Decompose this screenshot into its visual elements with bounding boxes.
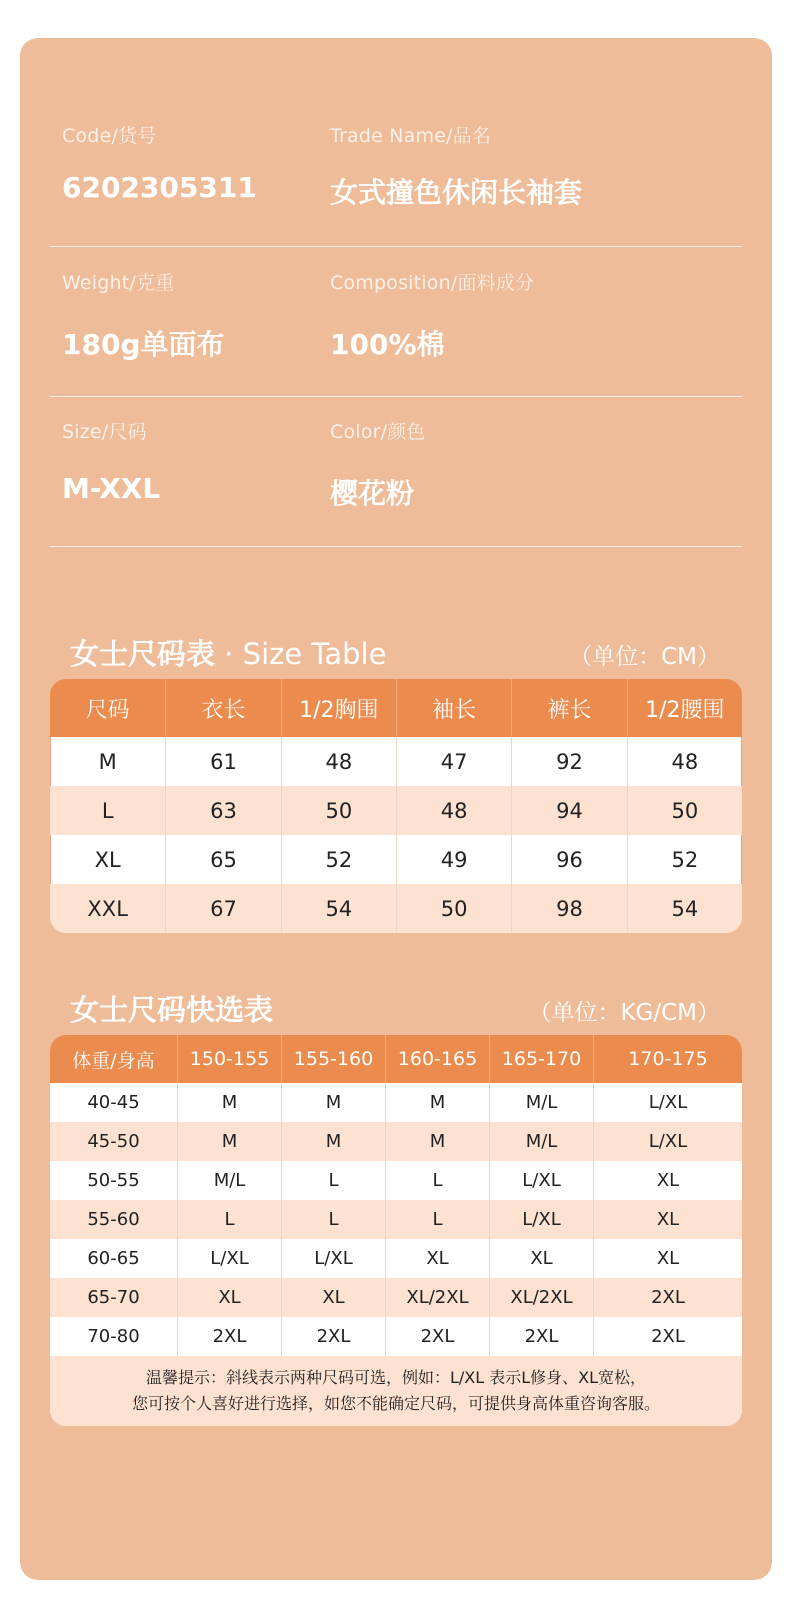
size-table-title-sub: · Size Table — [215, 637, 387, 671]
table-cell: 2XL — [281, 1317, 385, 1356]
composition-label: Composition/面料成分 — [330, 272, 535, 294]
table-cell: L/XL — [489, 1200, 593, 1239]
table-cell: XL — [177, 1278, 281, 1317]
table-cell: 98 — [511, 884, 626, 933]
quick-table-unit: （单位：KG/CM） — [528, 1000, 720, 1026]
table-cell: XL/2XL — [385, 1278, 489, 1317]
table-cell: 65-70 — [50, 1278, 177, 1317]
table-cell: L — [177, 1200, 281, 1239]
trade-name-label: Trade Name/品名 — [330, 125, 492, 147]
table-cell: 61 — [165, 737, 280, 786]
table-cell: L/XL — [593, 1083, 742, 1122]
table-cell: 2XL — [593, 1317, 742, 1356]
table-cell: XL — [385, 1239, 489, 1278]
table-cell: 2XL — [385, 1317, 489, 1356]
table-cell: 54 — [627, 884, 742, 933]
table-row — [50, 737, 742, 786]
table-cell: XL — [281, 1278, 385, 1317]
table-cell: 60-65 — [87, 1248, 140, 1269]
table-cell: 49 — [396, 835, 511, 884]
quick-table — [50, 1035, 742, 1426]
quick-table-header: 体重/身高 — [50, 1035, 177, 1083]
size-tip-line: 温馨提示：斜线表示两种尺码可选，例如：L/XL 表示L修身、XL宽松， — [145, 1368, 647, 1387]
table-cell: 48 — [281, 737, 396, 786]
product-card — [20, 38, 772, 1580]
table-cell: XL — [593, 1239, 742, 1278]
table-row — [50, 1161, 742, 1200]
table-cell: 67 — [165, 884, 280, 933]
quick-table-header: 150-155 — [177, 1035, 281, 1083]
table-cell: 2XL — [177, 1317, 281, 1356]
table-cell: L/XL — [177, 1239, 281, 1278]
table-cell: 70-80 — [87, 1326, 140, 1347]
info-row-code — [50, 96, 742, 247]
table-row — [50, 1083, 742, 1122]
weight-value: 180g单面布 — [62, 328, 225, 361]
size-table-header: 1/2腰围 — [627, 679, 742, 737]
table-cell: XL — [94, 847, 121, 872]
table-cell: 40-45 — [87, 1092, 140, 1113]
size-value: M-XXL — [62, 472, 161, 505]
table-cell: L/XL — [593, 1122, 742, 1161]
table-cell: 50 — [627, 786, 742, 835]
weight-label: Weight/克重 — [62, 272, 175, 294]
table-cell: M — [281, 1122, 385, 1161]
table-row — [50, 1122, 742, 1161]
table-cell: 50 — [396, 884, 511, 933]
table-row — [50, 884, 742, 933]
table-cell: L — [281, 1161, 385, 1200]
size-table-header-row — [50, 679, 742, 737]
table-cell: M/L — [489, 1083, 593, 1122]
table-cell: 94 — [511, 786, 626, 835]
table-cell: 65 — [165, 835, 280, 884]
table-cell: M/L — [177, 1161, 281, 1200]
table-cell: L — [281, 1200, 385, 1239]
table-cell: 47 — [396, 737, 511, 786]
table-cell: M — [281, 1083, 385, 1122]
table-cell: M/L — [489, 1122, 593, 1161]
table-cell: 54 — [281, 884, 396, 933]
size-table-header: 裤长 — [511, 679, 626, 737]
size-table — [50, 679, 742, 933]
color-label: Color/颜色 — [330, 421, 426, 443]
composition-value: 100%棉 — [330, 328, 445, 361]
table-cell: L — [385, 1200, 489, 1239]
table-cell: L/XL — [281, 1239, 385, 1278]
table-row — [50, 1317, 742, 1356]
code-label: Code/货号 — [62, 125, 157, 147]
size-tip-note — [50, 1356, 742, 1426]
size-table-header: 1/2胸围 — [281, 679, 396, 737]
table-cell: M — [98, 749, 117, 774]
table-cell: 63 — [165, 786, 280, 835]
size-label: Size/尺码 — [62, 421, 147, 443]
table-cell: M — [177, 1122, 281, 1161]
table-row — [50, 835, 742, 884]
quick-table-header: 170-175 — [593, 1035, 742, 1083]
table-cell: XL/2XL — [489, 1278, 593, 1317]
code-value: 6202305311 — [62, 171, 257, 204]
size-table-header: 袖长 — [396, 679, 511, 737]
table-row — [50, 1239, 742, 1278]
table-cell: 52 — [281, 835, 396, 884]
table-cell: 2XL — [593, 1278, 742, 1317]
table-cell: XXL — [50, 884, 165, 933]
note-row — [50, 1356, 742, 1426]
table-cell: M — [385, 1083, 489, 1122]
size-table-header: 尺码 — [50, 679, 165, 737]
size-table-title-main: 女士尺码表 — [70, 637, 216, 671]
size-table-unit: （单位：CM） — [569, 644, 720, 670]
table-cell: 45-50 — [50, 1122, 177, 1161]
table-cell: 50-55 — [87, 1170, 140, 1191]
quick-table-header: 155-160 — [281, 1035, 385, 1083]
quick-table-header-row — [50, 1035, 742, 1083]
info-row-weight — [50, 246, 742, 397]
size-tip-line: 您可按个人喜好进行选择，如您不能确定尺码，可提供身高体重咨询客服。 — [131, 1394, 660, 1413]
table-cell: 92 — [511, 737, 626, 786]
table-cell: 48 — [396, 786, 511, 835]
table-cell: M — [177, 1083, 281, 1122]
table-row — [50, 1278, 742, 1317]
table-cell: XL — [489, 1239, 593, 1278]
table-cell: L — [50, 786, 165, 835]
table-cell: 48 — [627, 737, 742, 786]
quick-table-header: 160-165 — [385, 1035, 489, 1083]
info-row-size — [50, 396, 742, 547]
table-cell: L/XL — [489, 1161, 593, 1200]
table-cell: 2XL — [489, 1317, 593, 1356]
quick-table-title: 女士尺码快选表 — [70, 993, 274, 1027]
table-row — [50, 786, 742, 835]
table-cell: XL — [593, 1200, 742, 1239]
table-cell: 52 — [627, 835, 742, 884]
table-cell: L — [385, 1161, 489, 1200]
color-value: 樱花粉 — [330, 477, 415, 510]
table-cell: 50 — [281, 786, 396, 835]
table-cell: XL — [593, 1161, 742, 1200]
table-row — [50, 1200, 742, 1239]
quick-table-header: 165-170 — [489, 1035, 593, 1083]
size-table-header: 衣长 — [165, 679, 280, 737]
table-cell: M — [385, 1122, 489, 1161]
table-cell: 96 — [511, 835, 626, 884]
trade-name-value: 女式撞色休闲长袖套 — [330, 176, 583, 209]
size-table-title — [70, 632, 386, 673]
table-cell: 55-60 — [50, 1200, 177, 1239]
